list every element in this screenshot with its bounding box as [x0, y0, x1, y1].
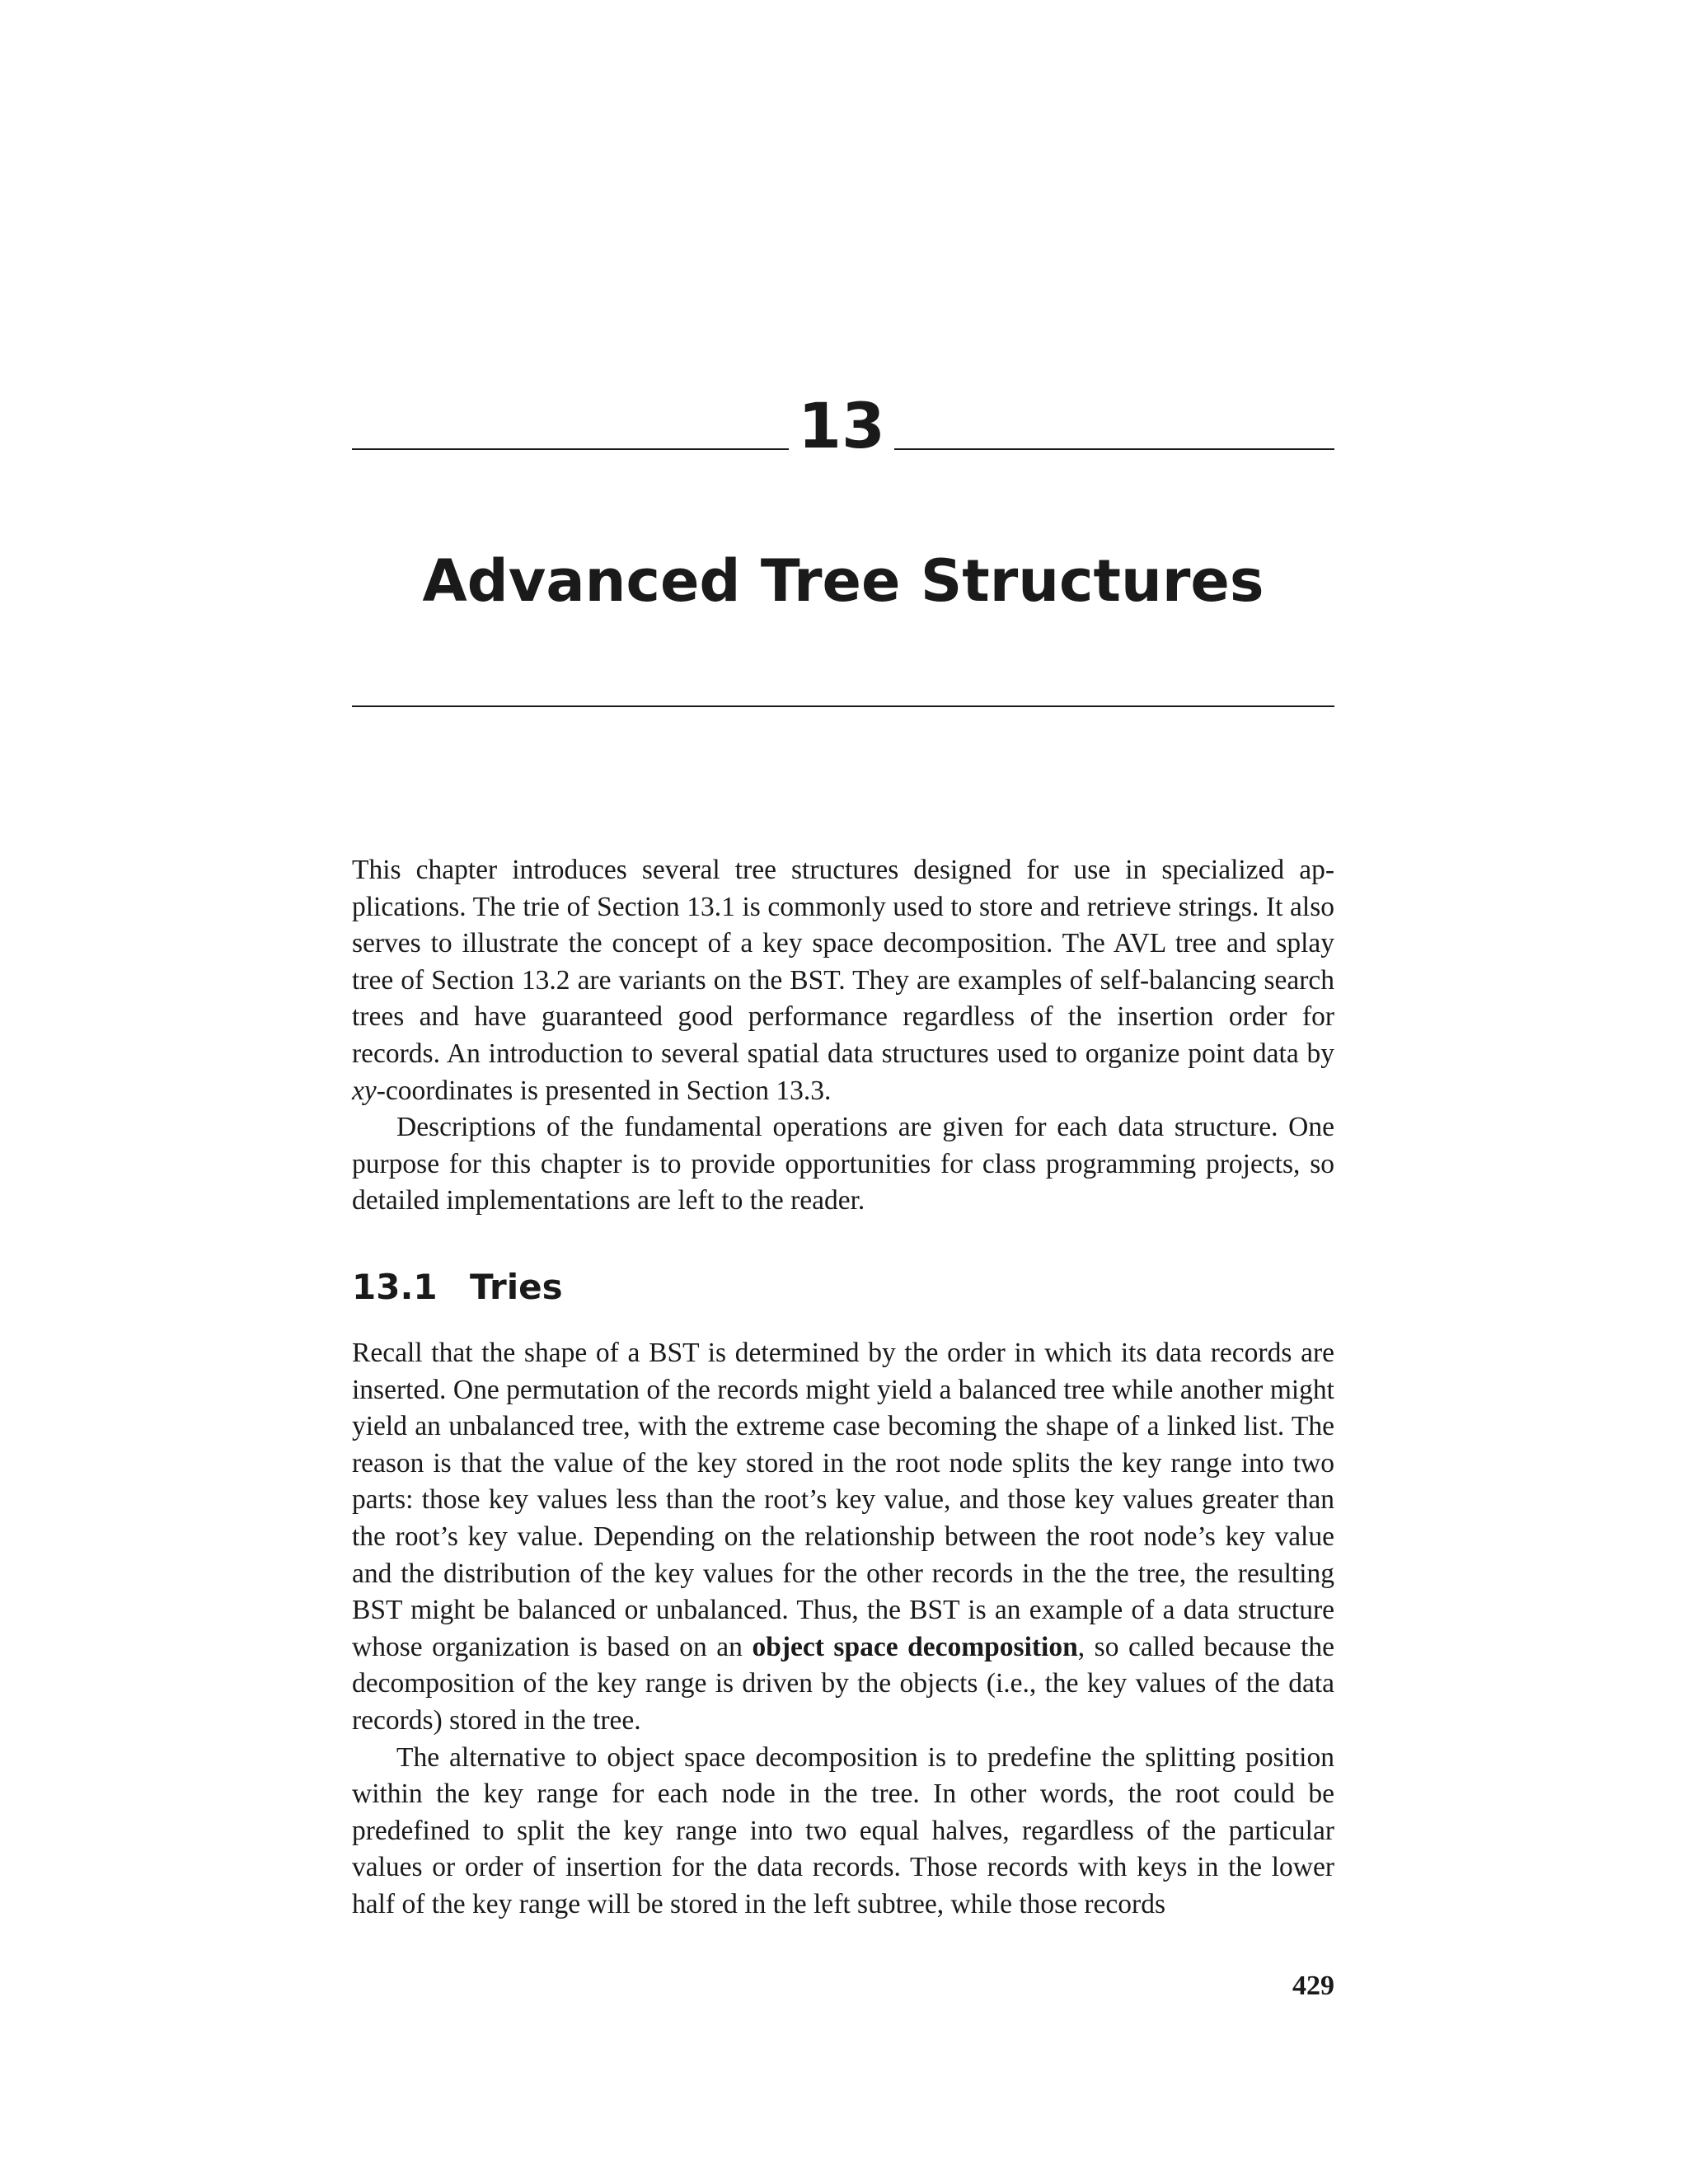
- tries-paragraph-1-end: , so called because the decomposition of the key range is driven by the objects (i.e., the key values of the data records) stored in the tree.: [352, 1631, 1334, 1736]
- intro-paragraph-1-text: This chapter introduces several tree structures designed for use in specialized applications. The trie of Section 13.1 is commonly used to store and retrieve strings. It also serves to illustrate the concept of a key space decomposition. The AVL tree and splay tree of Section 13.2 are variants on the BST. They are examples of self-balancing search trees and have guaranteed good performance regardless of the insertion order for records. An introduction to several spatial data structures used to organize point data by: [352, 855, 1334, 1069]
- section-heading: [352, 1264, 563, 1310]
- intro-text: [352, 852, 1334, 1220]
- tries-paragraph-1: [352, 1335, 1334, 1740]
- xy-math: xy: [352, 1075, 377, 1106]
- intro-paragraph-1: [352, 852, 1334, 1109]
- chapter-title: Advanced Tree Structures: [422, 547, 1264, 615]
- object-space-decomposition-term: object space decomposition: [752, 1631, 1078, 1662]
- chapter-rule-right: [894, 448, 1334, 450]
- page-number: 429: [1292, 1971, 1334, 2001]
- intro-paragraph-1-end: -coordinates is presented in Section 13.3.: [376, 1075, 832, 1106]
- chapter-number-row: [352, 389, 1334, 468]
- title-bottom-rule: [352, 705, 1334, 707]
- section-number: 13.1: [352, 1267, 438, 1307]
- tries-text: [352, 1335, 1334, 1924]
- chapter-number: 13: [798, 389, 885, 462]
- intro-paragraph-2: Descriptions of the fundamental operations are given for each data structure. One purpose for this chapter is to provide opportunities for class programming projects, so detailed implementations are left to the reader.: [352, 1112, 1334, 1216]
- chapter-rule-left: [352, 448, 789, 450]
- section-title: Tries: [470, 1267, 563, 1307]
- tries-paragraph-2: The alternative to object space decomposition is to predefine the splitting position within the key range for each node in the tree. In other words, the root could be predefined to split the key range into two equal halves, regardless of the particular values or order of insertion for the data records. Those records with keys in the lower half of the key range will be stored in the left subtree, while those records: [352, 1741, 1334, 1919]
- tries-paragraph-1-text: Recall that the shape of a BST is determined by the order in which its data records are inserted. One permutation of the records might yield a balanced tree while another might yield an unbalanced tree, with the extreme case becoming the shape of a linked list. The reason is that the value of the key stored in the root node splits the key range into two parts: those key values less than the root’s key value, and those key values greater than the root’s key value. Depending on the relationship between the root node’s key value and the distribution of the key values for the other records in the the tree, the resulting BST might be balanced or unbalanced. Thus, the BST is an example of a data structure whose organization is based on an: [352, 1338, 1334, 1662]
